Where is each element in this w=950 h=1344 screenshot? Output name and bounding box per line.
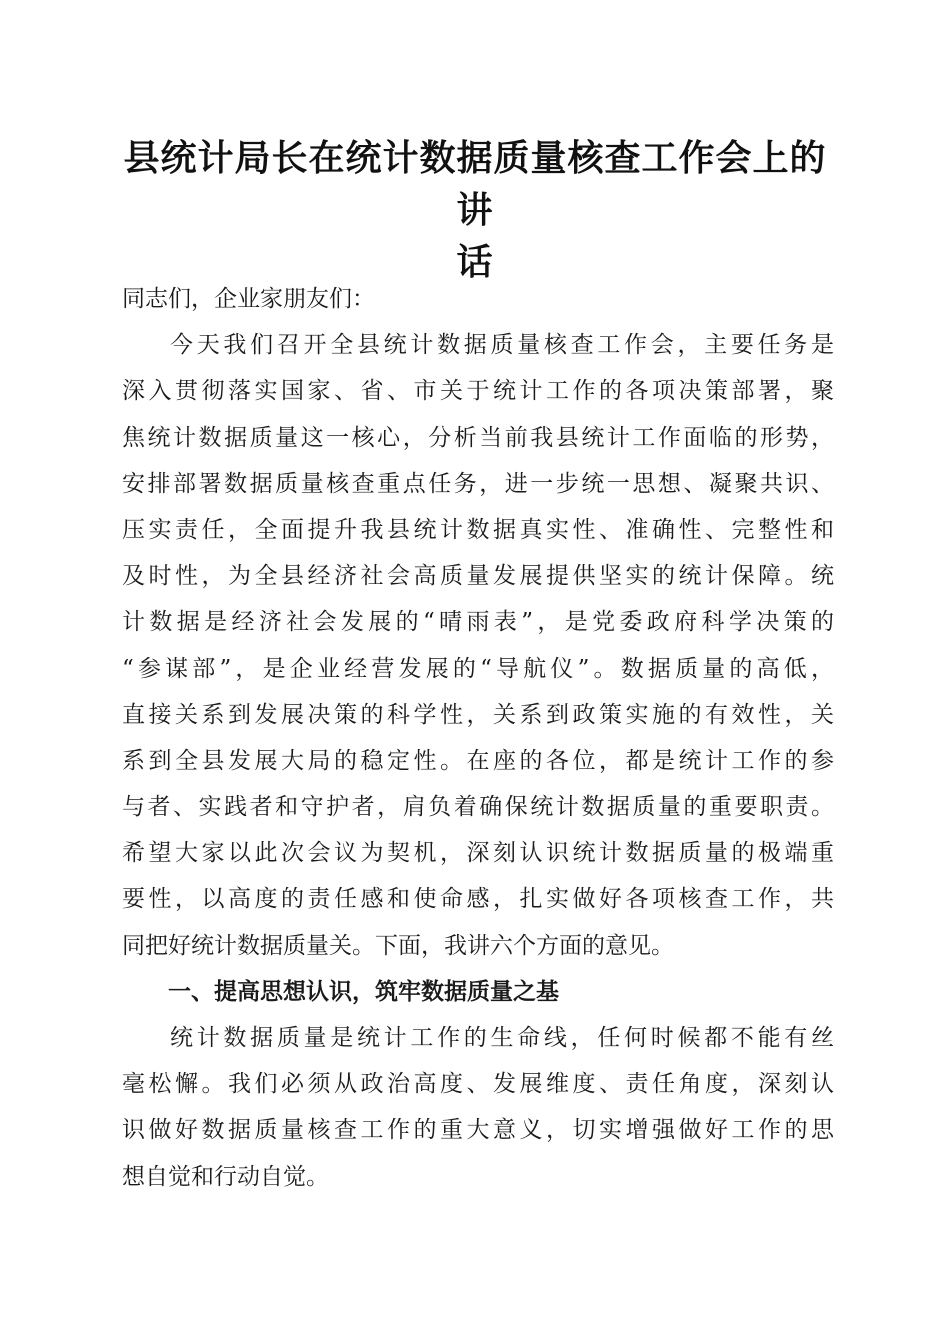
paragraph-1-line: 安排部署数据质量核查重点任务，进一步统一思想、凝聚共识、: [122, 470, 834, 497]
paragraph-1-line: 系到全县发展大局的稳定性。在座的各位，都是统计工作的参: [122, 747, 834, 774]
document-title: [110, 132, 840, 288]
title-line-1: 县统计局长在统计数据质量核查工作会上的讲: [123, 137, 827, 231]
paragraph-2-line: 毫松懈。我们必须从政治高度、发展维度、责任角度，深刻认: [122, 1071, 834, 1098]
paragraph-1-line: 深入贯彻落实国家、省、市关于统计工作的各项决策部署，聚: [122, 378, 834, 405]
title-line-2: 话: [456, 241, 494, 283]
paragraph-1-line: 与者、实践者和守护者，肩负着确保统计数据质量的重要职责。: [122, 794, 834, 821]
paragraph-2-line: 识做好数据质量核查工作的重大意义，切实增强做好工作的思: [122, 1117, 834, 1144]
paragraph-1-line: 直接关系到发展决策的科学性，关系到政策实施的有效性，关: [122, 701, 834, 728]
paragraph-1-line: 同把好统计数据质量关。下面，我讲六个方面的意见。: [122, 932, 674, 959]
paragraph-1-line: 今天我们召开全县统计数据质量核查工作会，主要任务是: [170, 332, 834, 359]
paragraph-1-line: 焦统计数据质量这一核心，分析当前我县统计工作面临的形势，: [122, 424, 834, 451]
paragraph-1-line: 及时性，为全县经济社会高质量发展提供坚实的统计保障。统: [122, 563, 834, 590]
paragraph-1-line: 希望大家以此次会议为契机，深刻认识统计数据质量的极端重: [122, 840, 834, 867]
paragraph-1-line: “参谋部”，是企业经营发展的“导航仪”。数据质量的高低，: [122, 655, 834, 682]
paragraph-2-line: 想自觉和行动自觉。: [122, 1163, 329, 1190]
salutation: 同志们，企业家朋友们：: [122, 286, 375, 312]
paragraph-1-line: 压实责任，全面提升我县统计数据真实性、准确性、完整性和: [122, 516, 834, 543]
paragraph-2-line: 统计数据质量是统计工作的生命线，任何时候都不能有丝: [170, 1025, 834, 1051]
paragraph-1-line: 计数据是经济社会发展的“晴雨表”，是党委政府科学决策的: [122, 609, 834, 636]
document-body: [122, 276, 834, 1200]
paragraph-1-line: 要性，以高度的责任感和使命感，扎实做好各项核查工作，共: [122, 886, 834, 913]
section-heading-1: 一、提高思想认识，筑牢数据质量之基: [168, 978, 559, 1005]
